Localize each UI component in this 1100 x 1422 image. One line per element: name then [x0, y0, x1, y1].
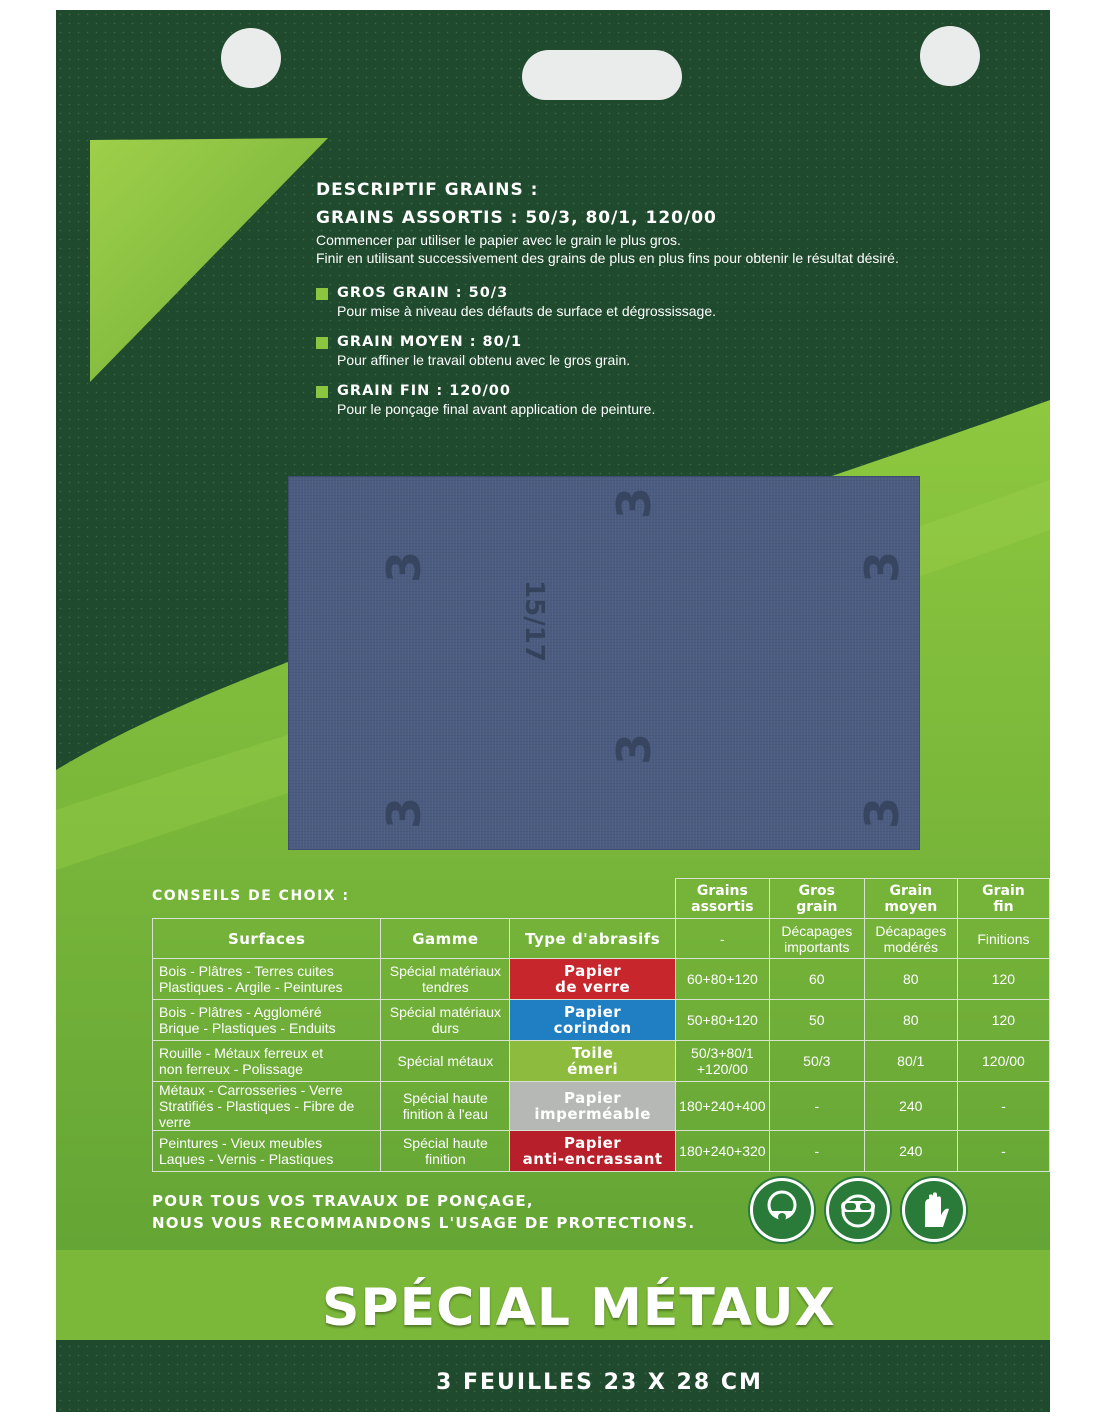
header-gamme: Gamme [381, 919, 510, 959]
moyen-cell: 240 [864, 1082, 957, 1131]
sub-moyen: Décapages modérés [864, 919, 957, 959]
grain-item-gros [316, 285, 1016, 320]
grain-description [316, 180, 1016, 418]
gros-cell: 60 [769, 959, 864, 1000]
type-cell: Papier imperméable [510, 1082, 676, 1131]
moyen-cell: 80 [864, 959, 957, 1000]
grain-item-text: Pour le ponçage final avant application de peinture. [337, 401, 656, 417]
type-cell: Papier de verre [510, 959, 676, 1000]
product-card [56, 10, 1050, 1412]
gamme-cell: Spécial haute finition à l'eau [381, 1082, 510, 1131]
assortis-cell: 50/3+80/1 +120/00 [675, 1041, 769, 1082]
assortis-cell: 60+80+120 [675, 959, 769, 1000]
grains-assortis-heading: GRAINS ASSORTIS : 50/3, 80/1, 120/00 [316, 208, 717, 228]
table-row [153, 959, 1050, 1000]
intro-line-1: Commencer par utiliser le papier avec le grain le plus gros. [316, 232, 681, 248]
header-grains-assortis: Grains assortis [675, 879, 769, 919]
type-cell: Toile émeri [510, 1041, 676, 1082]
conseils-title: CONSEILS DE CHOIX : [152, 888, 350, 904]
header-surfaces: Surfaces [153, 919, 381, 959]
grain-mark: 3 [377, 796, 432, 830]
fin-cell: 120/00 [957, 1041, 1049, 1082]
grain-item-text: Pour affiner le travail obtenu avec le gros grain. [337, 352, 631, 368]
gamme-cell: Spécial matériaux tendres [381, 959, 510, 1000]
table-row [153, 1000, 1050, 1041]
goggles-icon [826, 1178, 890, 1242]
gloves-icon [902, 1178, 966, 1242]
assortis-cell: 180+240+400 [675, 1082, 769, 1131]
bullet-square-icon [316, 337, 328, 349]
header-grain-moyen: Grain moyen [864, 879, 957, 919]
grain-item-moyen [316, 334, 1016, 369]
surfaces-cell: Bois - Plâtres - Aggloméré Brique - Plastiques - Enduits [153, 1000, 381, 1041]
header-type-abrasifs: Type d'abrasifs [510, 919, 676, 959]
surfaces-cell: Métaux - Carrosseries - Verre Stratifiés - Plastiques - Fibre de verre [153, 1082, 381, 1131]
gros-cell: 50 [769, 1000, 864, 1041]
grain-item-fin [316, 383, 1016, 418]
grain-mark: 3 [607, 732, 662, 766]
moyen-cell: 240 [864, 1131, 957, 1172]
hanging-hole-right [920, 26, 980, 86]
dust-mask-icon [750, 1178, 814, 1242]
gros-cell: - [769, 1082, 864, 1131]
surfaces-cell: Bois - Plâtres - Terres cuites Plastiques - Argile - Peintures [153, 959, 381, 1000]
type-cell: Papier corindon [510, 1000, 676, 1041]
sub-fin: Finitions [957, 919, 1049, 959]
descriptif-heading: DESCRIPTIF GRAINS : [316, 180, 539, 200]
gros-cell: - [769, 1131, 864, 1172]
product-title: SPÉCIAL MÉTAUX [322, 1278, 836, 1338]
sub-assortis: - [675, 919, 769, 959]
abrasive-sheet-sample [288, 476, 920, 850]
grain-item-title: GRAIN MOYEN : 80/1 [337, 334, 523, 350]
moyen-cell: 80 [864, 1000, 957, 1041]
grain-mark: 3 [607, 486, 662, 520]
gamme-cell: Spécial haute finition [381, 1131, 510, 1172]
fin-cell: - [957, 1082, 1049, 1131]
table-row [153, 1082, 1050, 1131]
table-row [153, 1131, 1050, 1172]
grain-item-title: GROS GRAIN : 50/3 [337, 285, 509, 301]
reco-line-1: POUR TOUS VOS TRAVAUX DE PONÇAGE, [152, 1192, 534, 1210]
sheet-code: 15/17 [518, 580, 549, 662]
sub-gros: Décapages importants [769, 919, 864, 959]
hanging-hole-left [221, 28, 281, 88]
sheet-format: 3 FEUILLES 23 X 28 CM [436, 1370, 763, 1395]
intro-line-2: Finir en utilisant successivement des grains de plus en plus fins pour obtenir le résultat désiré. [316, 250, 899, 266]
gros-cell: 50/3 [769, 1041, 864, 1082]
surfaces-cell: Peintures - Vieux meubles Laques - Vernis - Plastiques [153, 1131, 381, 1172]
fin-cell: 120 [957, 1000, 1049, 1041]
grain-mark: 3 [377, 550, 432, 584]
protection-recommendation [152, 1190, 695, 1234]
fin-cell: - [957, 1131, 1049, 1172]
grain-item-title: GRAIN FIN : 120/00 [337, 383, 511, 399]
fin-cell: 120 [957, 959, 1049, 1000]
bullet-square-icon [316, 386, 328, 398]
table-row [153, 1041, 1050, 1082]
gamme-cell: Spécial matériaux durs [381, 1000, 510, 1041]
header-gros-grain: Gros grain [769, 879, 864, 919]
reco-line-2: NOUS VOUS RECOMMANDONS L'USAGE DE PROTECTIONS. [152, 1214, 696, 1232]
bullet-square-icon [316, 288, 328, 300]
type-cell: Papier anti-encrassant [510, 1131, 676, 1172]
assortis-cell: 180+240+320 [675, 1131, 769, 1172]
grain-item-text: Pour mise à niveau des défauts de surface et dégrossissage. [337, 303, 716, 319]
assortis-cell: 50+80+120 [675, 1000, 769, 1041]
hanging-slot [522, 50, 682, 100]
header-grain-fin: Grain fin [957, 879, 1049, 919]
grain-mark: 3 [855, 796, 910, 830]
surfaces-cell: Rouille - Métaux ferreux et non ferreux - Polissage [153, 1041, 381, 1082]
grain-mark: 3 [855, 550, 910, 584]
gamme-cell: Spécial métaux [381, 1041, 510, 1082]
selection-table [152, 878, 1050, 1172]
moyen-cell: 80/1 [864, 1041, 957, 1082]
